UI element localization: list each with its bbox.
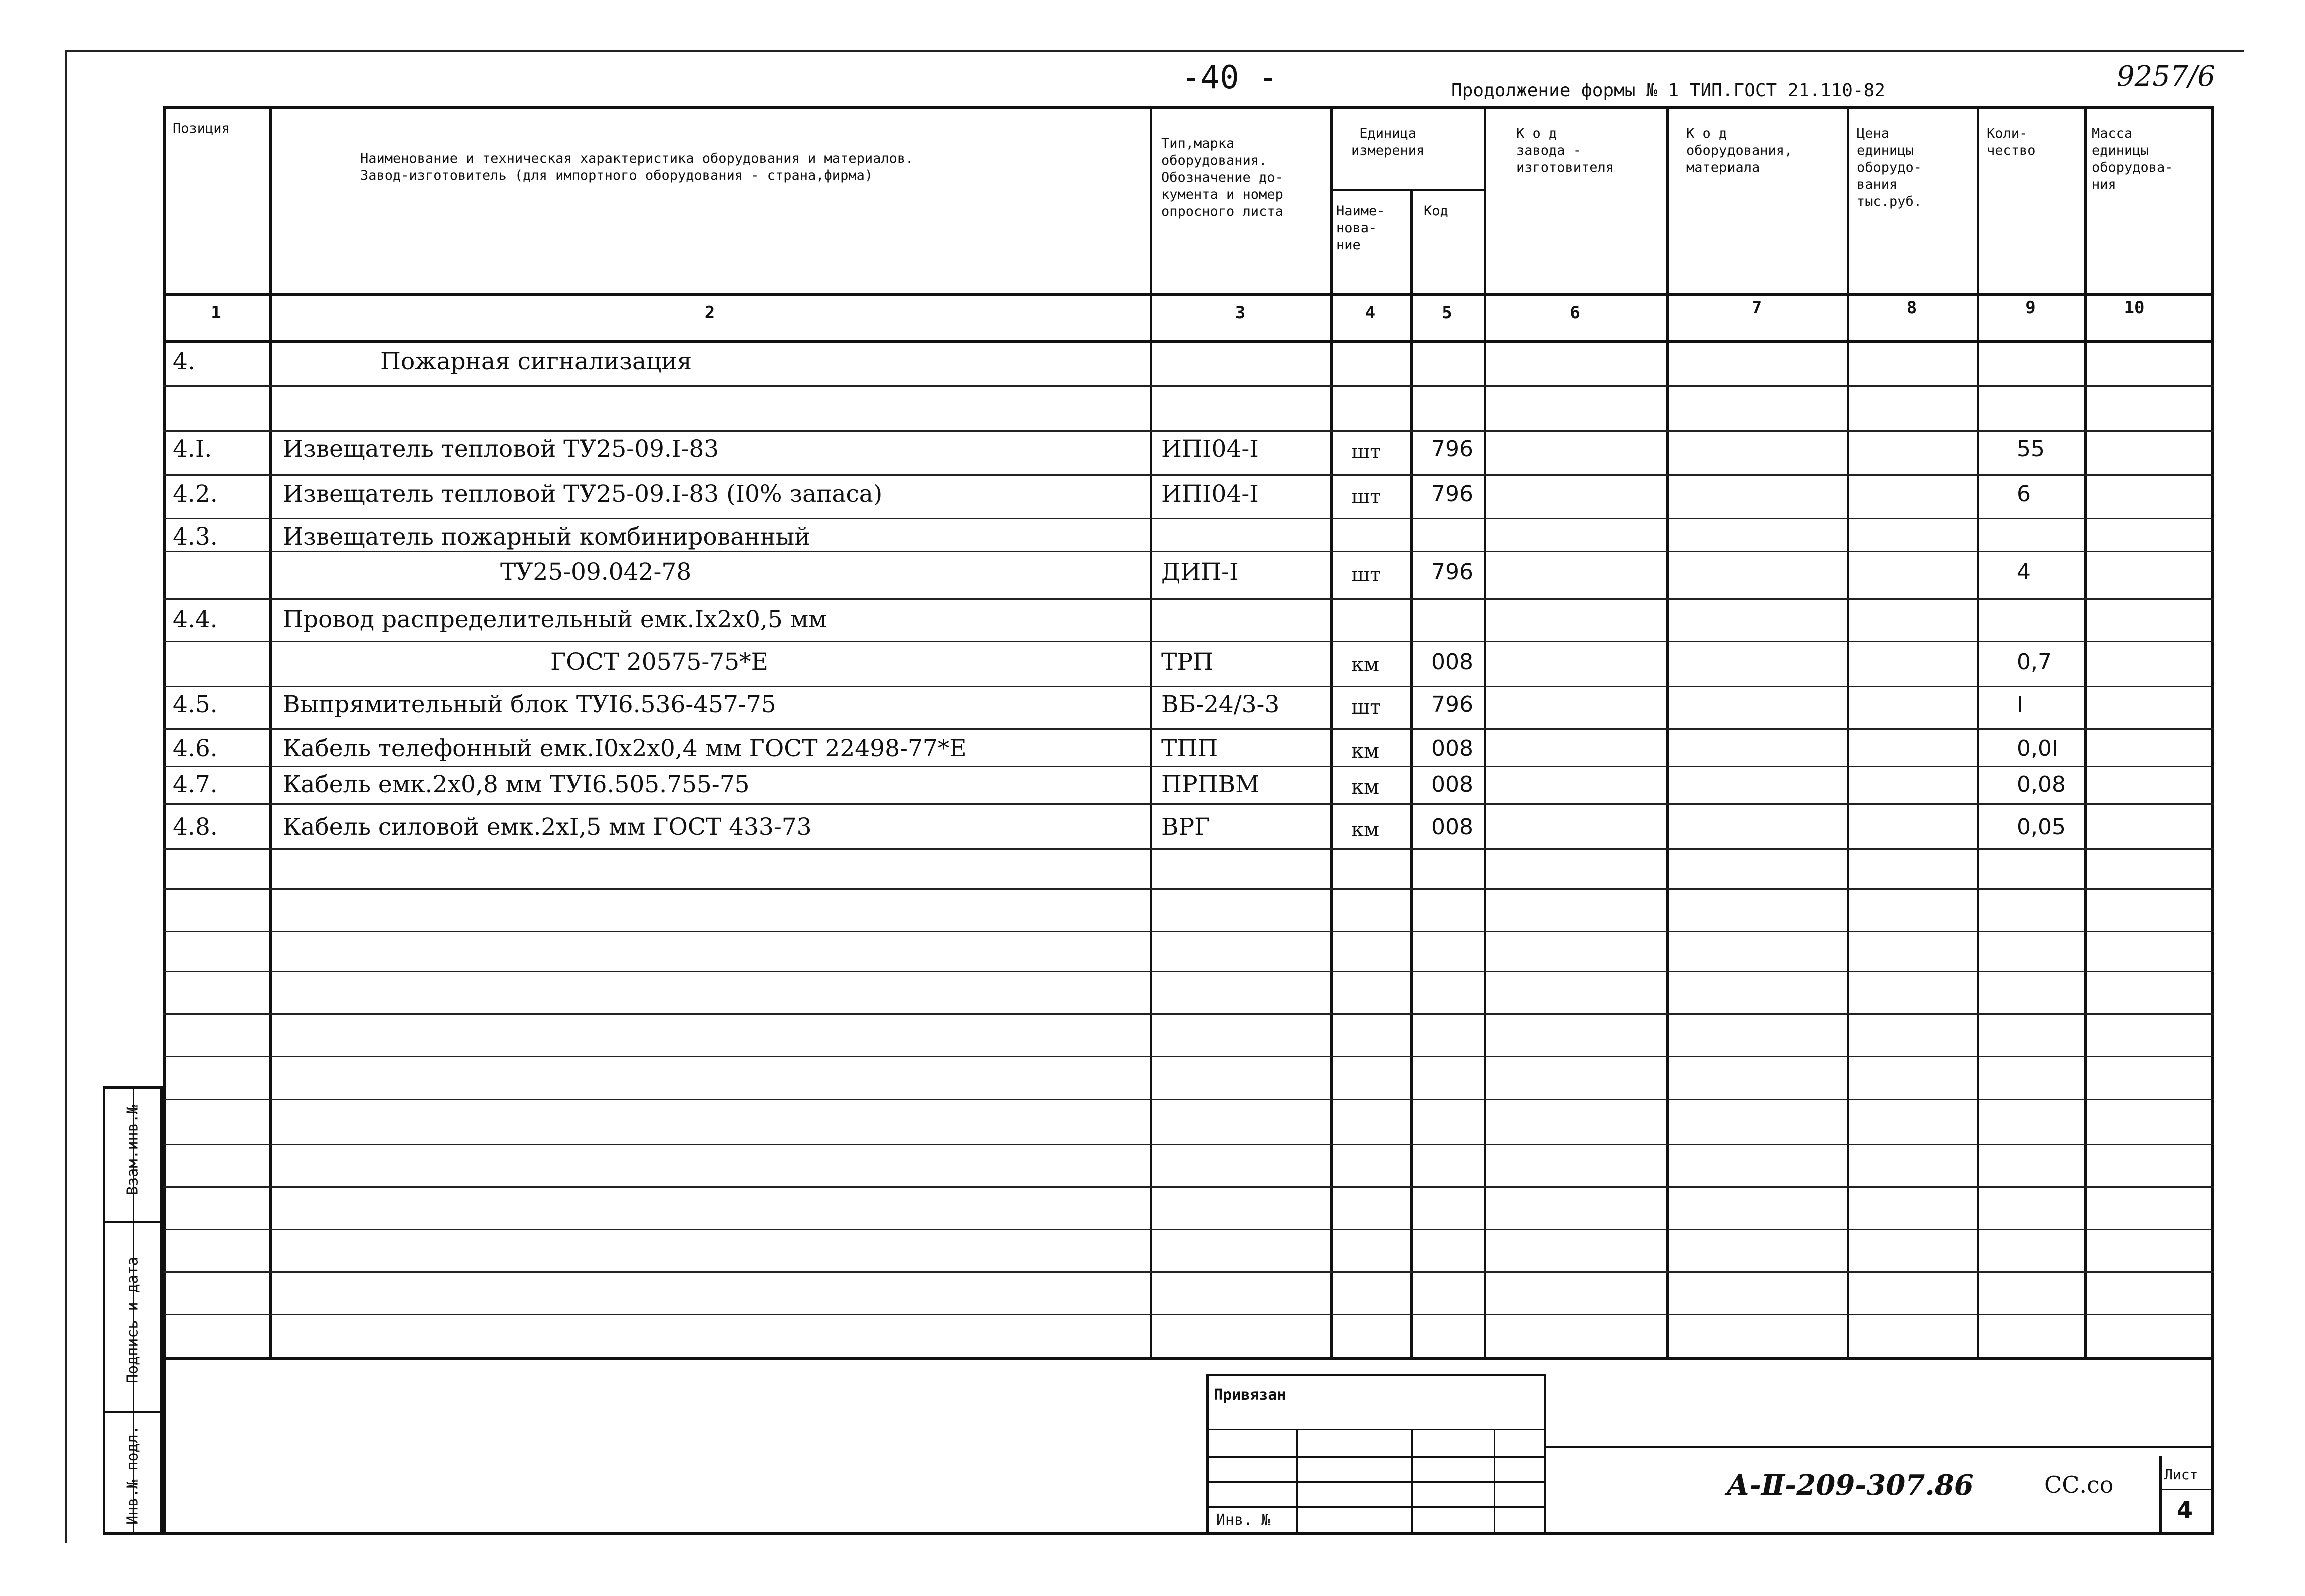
header-price: Цена единицы оборудо- вания тыс.руб.	[1857, 126, 1922, 209]
binding-line	[1206, 1506, 1546, 1508]
col-number-6: 6	[1570, 303, 1580, 323]
sheet-label: Лист	[2164, 1466, 2198, 1483]
corner-number: 9257/6	[2117, 60, 2216, 93]
row-unit-code: 008	[1431, 772, 1473, 797]
header-equipment-code: К о д оборудования, материала	[1686, 126, 1793, 175]
col-number-8: 8	[1906, 298, 1917, 318]
binding-divider	[1411, 1429, 1413, 1535]
header-bottom-line	[163, 293, 2214, 296]
row-line	[163, 641, 2214, 642]
header-unit: Единица измерения	[1351, 126, 1425, 158]
header-mass: Масса единицы оборудова- ния	[2092, 126, 2173, 192]
row-name: Выпрямительный блок ТУI6.536-457-75	[283, 691, 776, 718]
row-unit: км	[1351, 653, 1380, 676]
row-quantity: 4	[2017, 559, 2031, 585]
row-line	[163, 385, 2214, 387]
row-type: ТПП	[1161, 735, 1218, 762]
grid-bottom-line	[163, 1357, 2214, 1360]
side-signature-label: Подпись и дата	[124, 1257, 142, 1383]
row-name: Кабель силовой емк.2хI,5 мм ГОСТ 433-73	[283, 813, 812, 841]
row-unit-code: 008	[1431, 649, 1473, 675]
row-line	[163, 1013, 2214, 1015]
row-line	[163, 931, 2214, 932]
title-block-line	[1546, 1446, 2214, 1448]
row-position: 4.5.	[173, 691, 218, 718]
header-position: Позиция	[173, 121, 230, 136]
row-name: Провод распределительный емк.Iх2х0,5 мм	[283, 606, 827, 633]
side-vzam-label: Взам.инв.№	[124, 1105, 142, 1195]
row-position: 4.8.	[173, 813, 218, 841]
row-name: Извещатель тепловой ТУ25-09.I-83	[283, 435, 719, 463]
row-quantity: I	[2017, 692, 2023, 717]
page-number: -40 -	[1181, 59, 1278, 96]
binding-line	[1206, 1456, 1546, 1458]
row-type: ДИП-I	[1161, 558, 1239, 586]
row-quantity: 0,08	[2017, 772, 2066, 797]
binding-divider	[1494, 1429, 1495, 1535]
row-quantity: 0,05	[2017, 814, 2066, 840]
header-quantity: Коли- чество	[1987, 126, 2036, 158]
col-number-3: 3	[1235, 303, 1246, 323]
row-position: 4.3.	[173, 523, 218, 551]
row-line	[163, 766, 2214, 767]
row-unit: шт	[1351, 563, 1381, 586]
row-type: ИПI04-I	[1161, 435, 1259, 463]
row-unit-code: 796	[1431, 436, 1473, 462]
row-line	[163, 803, 2214, 805]
row-line	[163, 728, 2214, 730]
header-factory-code: К о д завода - изготовителя	[1516, 126, 1614, 175]
document-code: А-Ⅱ-209-307.86	[1726, 1469, 1974, 1502]
row-line	[163, 474, 2214, 476]
col-number-1: 1	[211, 303, 221, 323]
row-line	[163, 1186, 2214, 1188]
col-numbers-bottom-line	[163, 340, 2214, 343]
row-line	[163, 686, 2214, 687]
row-name: ТУ25-09.042-78	[500, 558, 692, 586]
row-name: Извещатель тепловой ТУ25-09.I-83 (I0% запаса)	[283, 480, 883, 508]
row-line	[163, 971, 2214, 972]
row-position: 4.2.	[173, 480, 218, 508]
row-line	[163, 598, 2214, 600]
side-inventory-label: Инв.№ подл.	[124, 1425, 142, 1525]
row-line	[163, 1144, 2214, 1145]
row-line	[163, 430, 2214, 432]
unit-subheader-line	[1330, 189, 1484, 191]
row-position: 4.7.	[173, 771, 218, 798]
row-unit: шт	[1351, 485, 1381, 508]
row-name: Извещатель пожарный комбинированный	[283, 523, 810, 551]
row-line	[163, 1056, 2214, 1057]
row-line	[163, 888, 2214, 890]
row-name: Кабель емк.2х0,8 мм ТУI6.505.755-75	[283, 771, 750, 798]
header-unit-code: Код	[1424, 203, 1448, 219]
col-number-10: 10	[2124, 298, 2145, 318]
header-unit-name: Наиме- нова- ние	[1336, 203, 1385, 253]
row-line	[163, 848, 2214, 850]
row-quantity: 6	[2017, 481, 2031, 507]
row-line	[163, 1314, 2214, 1315]
row-line	[163, 518, 2214, 519]
row-unit: км	[1351, 740, 1380, 763]
row-quantity: 55	[2017, 436, 2045, 462]
col-number-4: 4	[1365, 303, 1376, 323]
header-type: Тип,марка оборудования. Обозначение до- кумента и номер опросного листа	[1161, 136, 1283, 219]
row-type: ВБ-24/3-3	[1161, 691, 1280, 718]
row-unit: шт	[1351, 696, 1381, 719]
row-name: Пожарная сигнализация	[380, 348, 692, 375]
form-continuation: Продолжение формы № 1 ТИП.ГОСТ 21.110-82	[1451, 80, 1885, 101]
row-line	[163, 1099, 2214, 1100]
row-unit: шт	[1351, 440, 1381, 463]
row-type: ВРГ	[1161, 813, 1210, 841]
row-unit-code: 008	[1431, 814, 1473, 840]
row-name: ГОСТ 20575-75*Е	[550, 648, 768, 676]
binding-line	[1206, 1481, 1546, 1483]
row-type: ПРПВМ	[1161, 771, 1260, 798]
document-mark: СС.со	[2044, 1471, 2114, 1498]
row-position: 4.6.	[173, 735, 218, 762]
row-type: ИПI04-I	[1161, 480, 1259, 508]
col-line-4	[1410, 190, 1413, 1357]
row-unit-code: 008	[1431, 736, 1473, 761]
binding-label: Привязан	[1214, 1386, 1286, 1404]
col-number-7: 7	[1751, 298, 1762, 318]
binding-line	[1206, 1429, 1546, 1430]
row-position: 4.	[173, 348, 195, 375]
row-line	[163, 1229, 2214, 1230]
row-position: 4.4.	[173, 606, 218, 633]
row-unit: км	[1351, 818, 1380, 841]
col-number-2: 2	[704, 303, 715, 323]
row-unit: км	[1351, 776, 1380, 799]
row-unit-code: 796	[1431, 692, 1473, 717]
row-quantity: 0,7	[2017, 649, 2052, 675]
header-name: Наименование и техническая характеристика оборудования и материалов. Завод-изготовитель (для импортного оборудования - страна,фирма)	[360, 151, 914, 183]
row-position: 4.I.	[173, 435, 212, 463]
row-quantity: 0,0I	[2017, 736, 2058, 761]
sheet-number: 4	[2177, 1496, 2193, 1523]
row-type: ТРП	[1161, 648, 1213, 676]
sheet-box-line	[2159, 1489, 2214, 1490]
row-line	[163, 1271, 2214, 1273]
row-unit-code: 796	[1431, 559, 1473, 585]
row-name: Кабель телефонный емк.I0х2х0,4 мм ГОСТ 22498-77*Е	[283, 735, 967, 762]
col-number-9: 9	[2025, 298, 2036, 318]
row-unit-code: 796	[1431, 481, 1473, 507]
col-number-5: 5	[1442, 303, 1452, 323]
binding-inventory-label: Инв. №	[1216, 1511, 1271, 1529]
binding-divider	[1296, 1429, 1298, 1535]
